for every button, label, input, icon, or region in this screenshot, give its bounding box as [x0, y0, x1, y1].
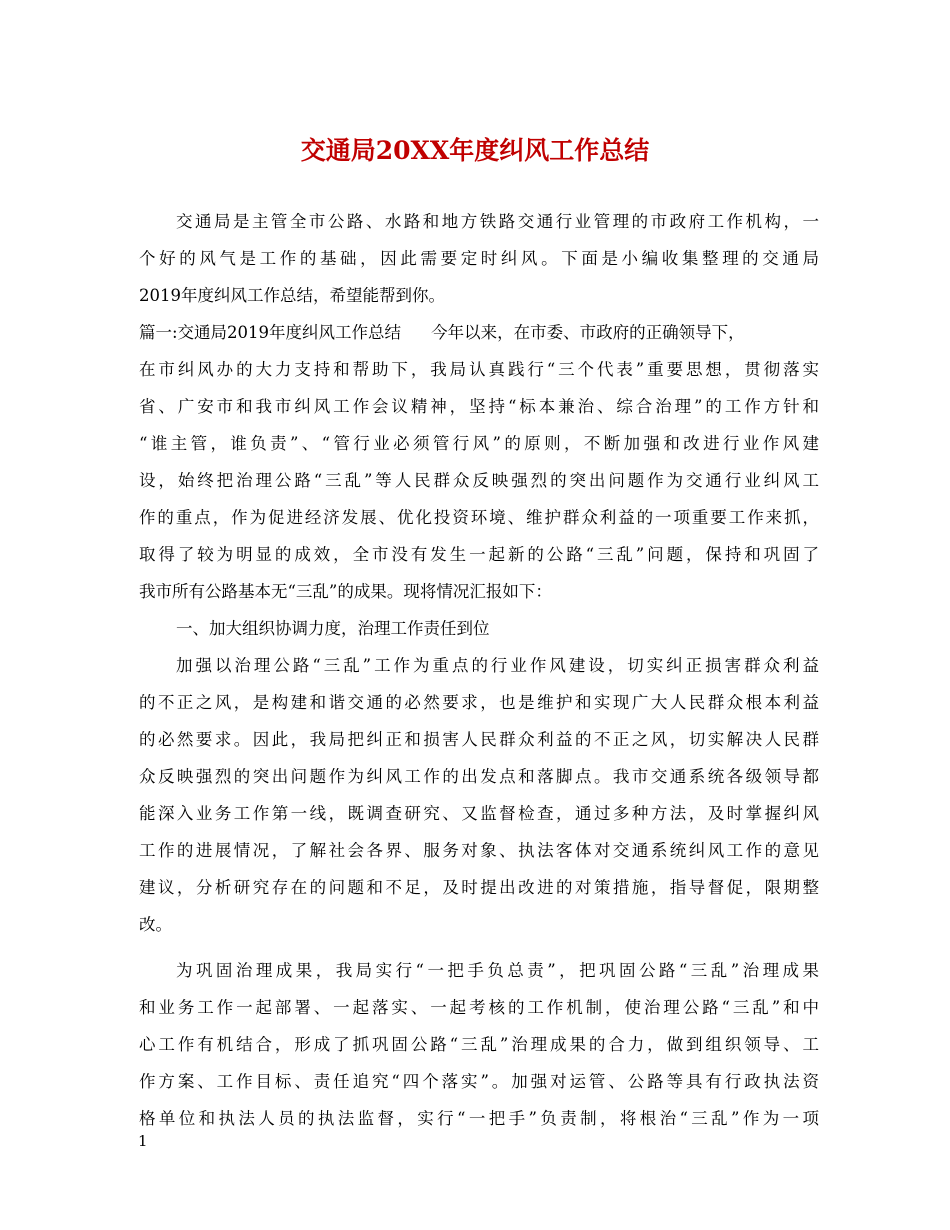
section-heading: 一、加大组织协调力度，治理工作责任到位 [176, 619, 490, 638]
text-line: 我市所有公路基本无“三乱”的成果。现将情况汇报如下： [139, 582, 552, 601]
text-line: 作方案、工作目标、责任追究“四个落实”。加强对运管、公路等具有行政执法资 [139, 1072, 819, 1091]
text-line: 2019年度纠风工作总结，希望能帮到你。 [139, 286, 445, 305]
document-body [139, 203, 819, 1137]
section-heading: 篇一:交通局2019年度纠风工作总结 [139, 323, 402, 342]
text-line: 的必然要求。因此，我局把纠正和损害人民群众利益的不正之风，切实解决人民群 [139, 730, 819, 749]
text-line [139, 314, 819, 351]
text-line: 在市纠风办的大力支持和帮助下，我局认真践行“三个代表”重要思想，贯彻落实 [139, 360, 819, 379]
text-line: 的不正之风，是构建和谐交通的必然要求，也是维护和实现广大人民群众根本利益 [139, 693, 819, 712]
text-line: 和业务工作一起部署、一起落实、一起考核的工作机制，使治理公路“三乱”和中 [139, 998, 819, 1017]
text-line: 格单位和执法人员的执法监督，实行“一把手”负责制，将根治“三乱”作为一项 [139, 1109, 819, 1128]
text-line: “谁主管，谁负责”、“管行业必须管行风”的原则，不断加强和改进行业作风建 [139, 434, 819, 453]
text-line: 能深入业务工作第一线，既调查研究、又监督检查，通过多种方法，及时掌握纠风 [139, 804, 819, 823]
text-line: 作的重点，作为促进经济发展、优化投资环境、维护群众利益的一项重要工作来抓， [139, 508, 819, 527]
text-line: 建议，分析研究存在的问题和不足，及时提出改进的对策措施，指导督促，限期整 [139, 878, 819, 897]
text-line: 工作的进展情况，了解社会各界、服务对象、执法客体对交通系统纠风工作的意见 [139, 841, 819, 860]
text-line: 省、广安市和我市纠风工作会议精神，坚持“标本兼治、综合治理”的工作方针和 [139, 397, 819, 416]
text-line: 为巩固治理成果，我局实行“一把手负总责”，把巩固公路“三乱”治理成果 [176, 961, 819, 980]
text-line: 改。 [139, 915, 172, 934]
text-line: 取得了较为明显的成效，全市没有发生一起新的公路“三乱”问题，保持和巩固了 [139, 545, 819, 564]
page-number: 1 [138, 1132, 148, 1150]
text-line: 设，始终把治理公路“三乱”等人民群众反映强烈的突出问题作为交通行业纠风工 [139, 471, 819, 490]
text-line: 个好的风气是工作的基础，因此需要定时纠风。下面是小编收集整理的交通局 [139, 249, 819, 268]
text-line: 加强以治理公路“三乱”工作为重点的行业作风建设，切实纠正损害群众利益 [176, 656, 819, 675]
text-line: 众反映强烈的突出问题作为纠风工作的出发点和落脚点。我市交通系统各级领导都 [139, 767, 819, 786]
paragraph-gap [139, 943, 819, 952]
text-span: 今年以来，在市委、市政府的正确领导下， [431, 323, 745, 342]
text-line: 心工作有机结合，形成了抓巩固公路“三乱”治理成果的合力，做到组织领导、工 [139, 1035, 819, 1054]
text-line: 交通局是主管全市公路、水路和地方铁路交通行业管理的市政府工作机构，一 [176, 212, 819, 231]
document-title: 交通局20XX年度纠风工作总结 [300, 136, 650, 165]
